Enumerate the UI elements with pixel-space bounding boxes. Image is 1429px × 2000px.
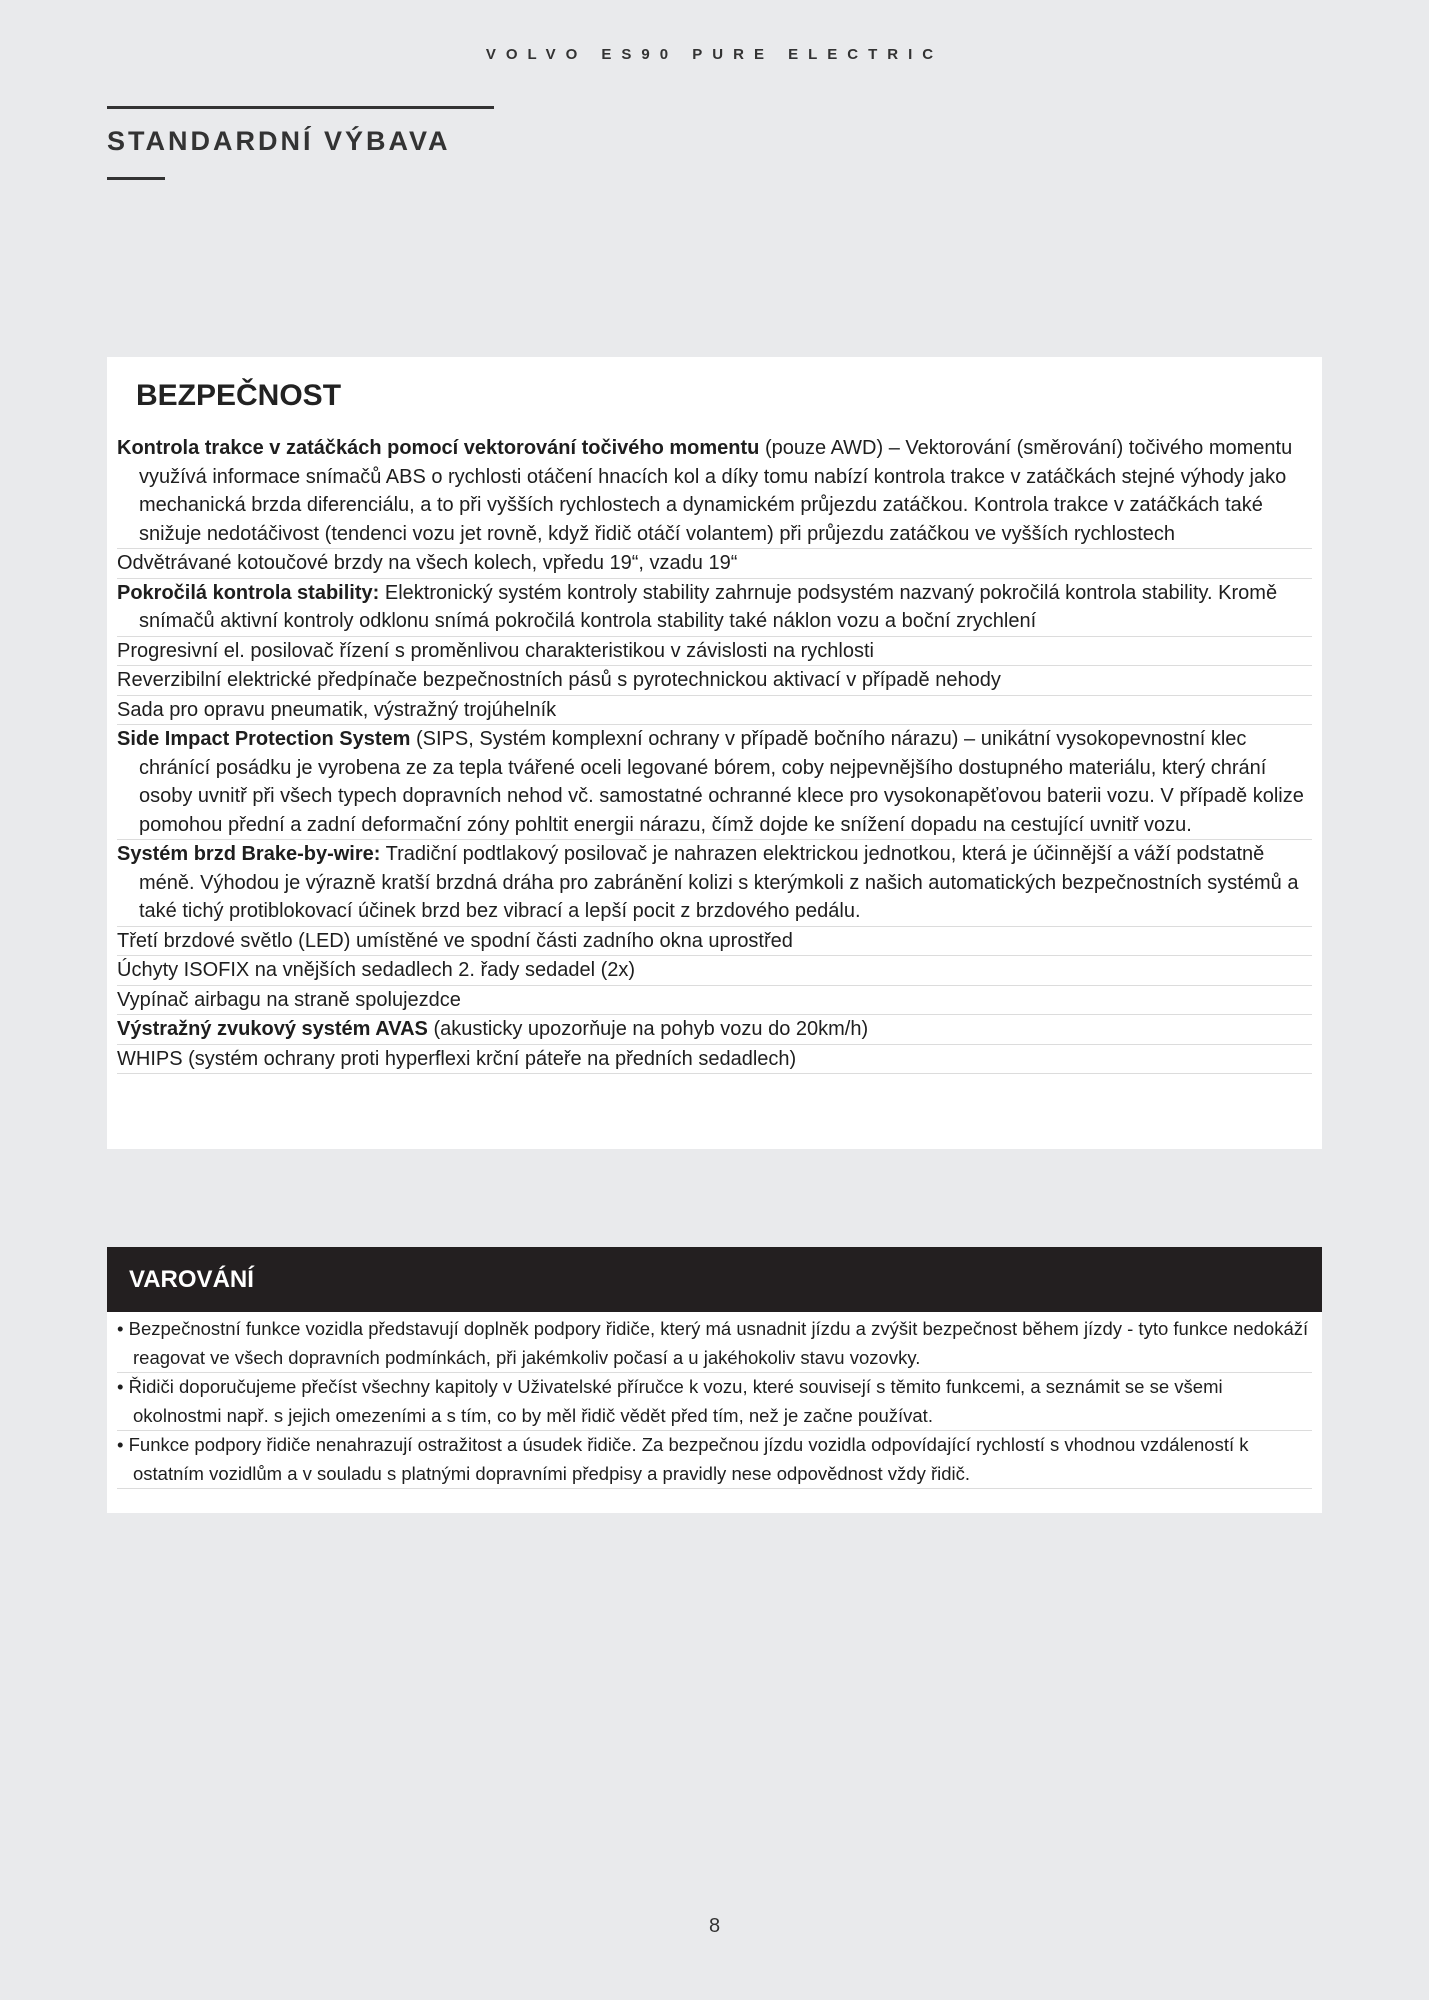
safety-item-text: (pouze AWD) – Vektorování (směrování) točivého momentu využívá informace snímačů ABS o rychlosti otáčení hnacích kol a díky tomu nabízí kontrola trakce v zatáčkách stejné výhody jako mechanická brzda diferenciálu, a to při vyšších rychlostech a dynamickém průjezdu zatáčkou. Kontrola trakce v zatáčkách také snižuje nedotáčivost (tendenci vozu jet rovně, když řidič otáčí volantem) při průjezdu zatáčkou ve vyšších rychlostech	[139, 437, 1293, 545]
safety-item-bold: Pokročilá kontrola stability:	[117, 581, 380, 604]
safety-item	[117, 549, 1312, 579]
safety-item-text: Progresivní el. posilovač řízení s proměnlivou charakteristikou v závislosti na rychlosti	[117, 639, 874, 662]
safety-item	[117, 927, 1312, 957]
safety-item-text: (SIPS, Systém komplexní ochrany v případě bočního nárazu) – unikátní vysokopevnostní klec chránící posádku je vyrobena ze za tepla tvářené oceli legované bórem, coby nejpevnějšího dostupného materiálu, který chrání osoby uvnitř při všech typech dopravních nehod vč. samostatné ochranné klece pro vysokonapěťovou baterii vozu. V případě kolize pomohou přední a zadní deformační zóny pohltit energii nárazu, čímž dojde ke snížení dopadu na cestující uvnitř vozu.	[139, 728, 1304, 836]
safety-item-text: Sada pro opravu pneumatik, výstražný trojúhelník	[117, 698, 557, 721]
safety-item-text: Tradiční podtlakový posilovač je nahrazen elektrickou jednotkou, která je účinnější a váží podstatně méně. Výhodou je výrazně kratší brzdná dráha pro zabránění kolizi s kterýmkoli z našich automatických bezpečnostních systémů a také tichý protiblokovací účinek brzd bez vibrací a lepší pocit z brzdového pedálu.	[139, 843, 1299, 922]
warning-item: • Bezpečnostní funkce vozidla představují doplněk podpory řidiče, který má usnadnit jízdu a zvýšit bezpečnost během jízdy - tyto funkce nedokáží reagovat ve všech dopravních podmínkách, při jakémkoliv počasí a u jakéhokoliv stavu vozovky.	[117, 1315, 1312, 1373]
safety-item	[117, 986, 1312, 1016]
top-divider	[107, 106, 494, 109]
page-title: STANDARDNÍ VÝBAVA	[107, 126, 451, 156]
safety-list	[117, 434, 1312, 1074]
warning-item: • Řidiči doporučujeme přečíst všechny kapitoly v Uživatelské příručce k vozu, které souvisejí s těmito funkcemi, a seznámit se se všemi okolnostmi např. s jejich omezeními a s tím, co by měl řidič vědět před tím, než je začne používat.	[117, 1373, 1312, 1431]
safety-item-text: Třetí brzdové světlo (LED) umístěné ve spodní části zadního okna uprostřed	[117, 929, 793, 952]
safety-item-text: WHIPS (systém ochrany proti hyperflexi krční páteře na předních sedadlech)	[117, 1047, 797, 1070]
safety-item-text: Úchyty ISOFIX na vnějších sedadlech 2. řady sedadel (2x)	[117, 959, 636, 981]
safety-item-bold: Side Impact Protection System	[117, 728, 411, 750]
warning-list	[117, 1315, 1312, 1489]
safety-item-text: Elektronický systém kontroly stability zahrnuje podsystém nazvaný pokročilá kontrola stability. Kromě snímačů aktivní kontroly odklonu snímá pokročilá kontrola stability také náklon vozu a boční zrychlení	[139, 581, 1278, 632]
safety-item-bold: Kontrola trakce v zatáčkách pomocí vektorování točivého momentu	[117, 437, 760, 459]
safety-item-text: Reverzibilní elektrické předpínače bezpečnostních pásů s pyrotechnickou aktivací v případě nehody	[117, 669, 1001, 691]
safety-item-text: Vypínač airbagu na straně spolujezdce	[117, 988, 461, 1011]
safety-item	[117, 725, 1312, 840]
safety-item	[117, 840, 1312, 927]
safety-item	[117, 1045, 1312, 1075]
safety-item	[117, 1015, 1312, 1045]
safety-item	[117, 696, 1312, 726]
safety-item-bold: Výstražný zvukový systém AVAS	[117, 1018, 428, 1040]
warning-title: VAROVÁNÍ	[129, 1266, 254, 1293]
safety-item-text: (akusticky upozorňuje na pohyb vozu do 20km/h)	[427, 1018, 869, 1040]
safety-item-bold: Systém brzd Brake-by-wire:	[117, 843, 381, 865]
safety-item	[117, 956, 1312, 986]
safety-item	[117, 434, 1312, 549]
safety-item	[117, 637, 1312, 667]
safety-item	[117, 579, 1312, 637]
warning-header	[107, 1247, 1322, 1312]
warning-card	[107, 1247, 1322, 1513]
page-number: 8	[708, 1915, 721, 1937]
safety-card	[107, 357, 1322, 1149]
warning-item: • Funkce podpory řidiče nenahrazují ostražitost a úsudek řidiče. Za bezpečnou jízdu vozidla odpovídající rychlostí s vhodnou vzdáleností k ostatním vozidlům a v souladu s platnými dopravními předpisy a pravidly nese odpovědnost vždy řidič.	[117, 1431, 1312, 1489]
brand-header: VOLVO ES90 PURE ELECTRIC	[485, 46, 944, 63]
title-underline	[107, 177, 165, 180]
safety-item	[117, 666, 1312, 696]
safety-title: BEZPEČNOST	[136, 379, 342, 412]
safety-item-text: Odvětrávané kotoučové brzdy na všech kolech, vpředu 19“, vzadu 19“	[117, 552, 738, 574]
